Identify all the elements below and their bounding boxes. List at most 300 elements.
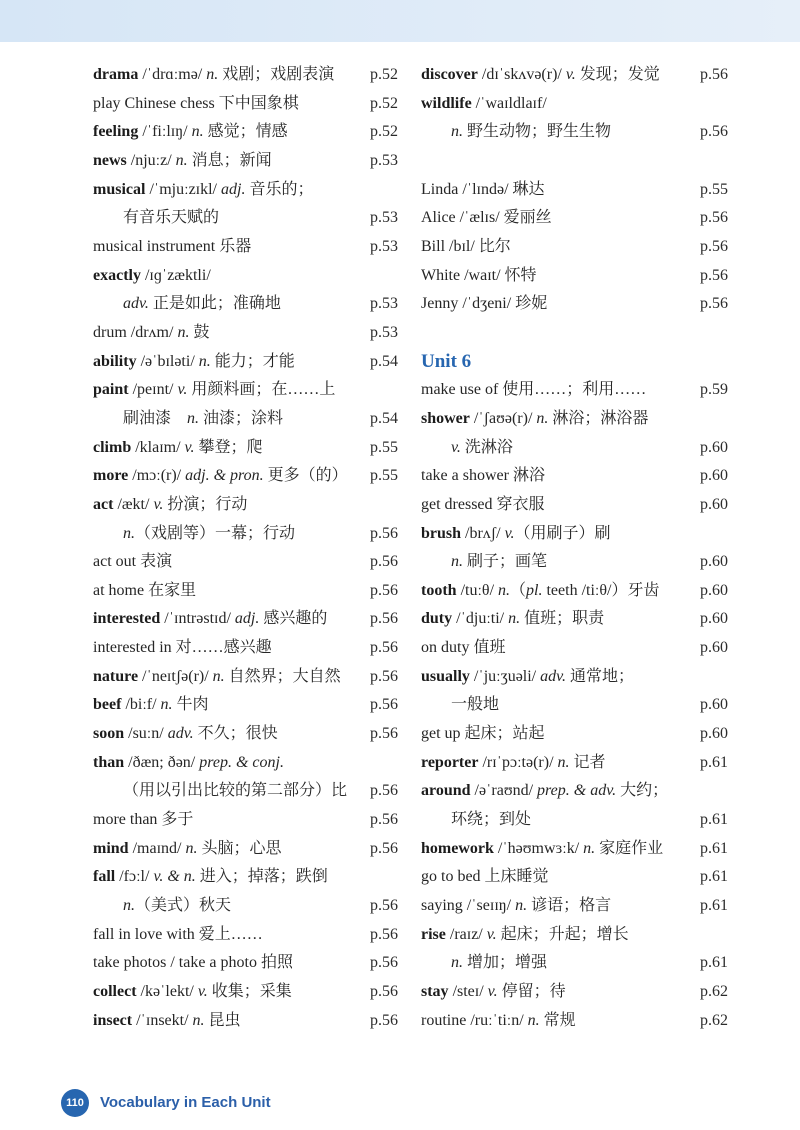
entry-text: more than 多于 xyxy=(93,811,194,829)
entry-text-run xyxy=(93,123,288,140)
entry-text-run xyxy=(421,295,547,312)
entry-line xyxy=(93,806,398,835)
vocab-entry xyxy=(93,319,398,348)
entry-text-run xyxy=(421,639,505,656)
entry-text-run xyxy=(421,410,648,427)
entry-text-run xyxy=(93,152,272,169)
entry-text: /mɔː(r)/ xyxy=(128,467,186,485)
headword: usually xyxy=(421,667,470,685)
vocab-entry xyxy=(93,663,398,692)
entry-text-run xyxy=(93,467,348,484)
entry-text-run xyxy=(421,983,566,1000)
entry-text-run xyxy=(451,123,611,140)
entry-text: 攀登；爬 xyxy=(194,438,263,456)
headword: mind xyxy=(93,839,129,857)
vocab-entry xyxy=(93,978,398,1007)
page-reference: p.56 xyxy=(370,553,398,571)
entry-text-run xyxy=(421,926,629,943)
page-reference: p.52 xyxy=(370,66,398,83)
vocab-entry xyxy=(421,720,728,749)
part-of-speech: n. xyxy=(557,753,570,771)
vocab-entry xyxy=(421,520,728,577)
page-reference: p.61 xyxy=(700,868,728,886)
entry-line xyxy=(421,921,728,950)
entry-text: White /waɪt/ 怀特 xyxy=(421,266,537,284)
page-reference: p.56 xyxy=(370,725,398,743)
entry-text: saying /ˈseɪɪŋ/ xyxy=(421,897,516,915)
part-of-speech: n. xyxy=(451,954,463,972)
page-reference: p.56 xyxy=(370,925,398,943)
page-reference: p.52 xyxy=(370,123,398,141)
entry-text: /ˈneɪtʃə(r)/ xyxy=(138,667,213,685)
entry-line xyxy=(93,61,398,90)
entry-text: /dɪˈskʌvə(r)/ xyxy=(477,66,566,83)
entry-text-run xyxy=(93,840,281,857)
entry-text: /ɪɡˈzæktli/ xyxy=(140,266,211,284)
page-reference: p.56 xyxy=(700,295,728,313)
entry-text: take photos / take a photo 拍照 xyxy=(93,954,293,972)
vocab-entry xyxy=(421,577,728,606)
entry-line xyxy=(421,204,728,233)
entry-text: /peɪnt/ xyxy=(128,381,178,399)
entry-text-run xyxy=(93,926,263,943)
entry-text: /steɪ/ xyxy=(448,983,488,1000)
part-of-speech: n. xyxy=(198,352,211,370)
part-of-speech: n. xyxy=(451,553,463,571)
entry-text-run xyxy=(93,1012,241,1029)
entry-text-run xyxy=(93,725,278,742)
entry-text-run xyxy=(123,897,231,914)
entry-line xyxy=(93,118,398,147)
page-reference: p.56 xyxy=(700,66,728,83)
vocab-entry xyxy=(93,90,398,119)
vocab-entry xyxy=(93,348,398,377)
part-of-speech: n. xyxy=(191,123,204,141)
part-of-speech: n. xyxy=(508,610,521,628)
part-of-speech: n. xyxy=(515,897,528,915)
entry-text: 能力；才能 xyxy=(210,352,295,370)
entry-text: /ækt/ xyxy=(113,495,154,513)
entry-text: 野生动物；野生生物 xyxy=(463,123,612,141)
entry-line xyxy=(93,262,398,291)
entry-text-run xyxy=(93,439,262,456)
entry-text-run xyxy=(451,439,513,456)
headword: feeling xyxy=(93,123,139,141)
entry-text-run xyxy=(93,553,172,570)
entry-line xyxy=(93,835,398,864)
vocab-entry xyxy=(93,691,398,720)
entry-text-run xyxy=(451,954,547,971)
entry-continuation-line xyxy=(93,892,398,921)
entry-text: /ˈdjuːti/ xyxy=(452,610,509,628)
entry-text-run xyxy=(421,66,660,83)
entry-text: 刷子；画笔 xyxy=(463,553,548,571)
page-reference: p.54 xyxy=(370,409,398,427)
part-of-speech: n. xyxy=(123,524,135,542)
entry-line xyxy=(421,749,728,778)
entry-text: 淋浴；淋浴器 xyxy=(548,409,649,427)
page-reference: p.53 xyxy=(370,151,398,169)
entry-line xyxy=(421,376,728,405)
page-reference: p.60 xyxy=(700,639,728,657)
entry-continuation-line xyxy=(93,520,398,549)
headword: than xyxy=(93,753,125,771)
entry-text: 常规 xyxy=(539,1011,576,1029)
entry-text: Linda /ˈlɪndə/ 琳达 xyxy=(421,180,545,198)
part-of-speech: prep. & adv. xyxy=(537,782,617,800)
page-reference: p.56 xyxy=(370,610,398,628)
entry-text: teeth /tiːθ/）牙齿 xyxy=(542,581,660,599)
entry-text-run xyxy=(93,95,299,112)
entry-line xyxy=(421,605,728,634)
entry-text: 刷油漆 xyxy=(123,409,188,427)
entry-text: interested in 对……感兴趣 xyxy=(93,639,272,657)
entry-text-run xyxy=(93,954,293,971)
entry-text: /ˈɪnsekt/ xyxy=(132,1011,193,1029)
headword: brush xyxy=(421,524,462,542)
part-of-speech: n. xyxy=(212,667,225,685)
entry-text: （美式）秋天 xyxy=(135,897,232,915)
entry-line xyxy=(93,605,398,634)
entry-line xyxy=(421,863,728,892)
entry-text: /ðæn; ðən/ xyxy=(124,753,200,771)
entry-text: 用颜料画；在……上 xyxy=(187,381,336,399)
entry-text: 戏剧；戏剧表演 xyxy=(218,66,335,83)
headword: paint xyxy=(93,381,129,399)
entry-line xyxy=(93,348,398,377)
entry-text: 大约； xyxy=(616,782,669,800)
part-of-speech: adj. & pron. xyxy=(185,467,264,485)
headword: wildlife xyxy=(421,94,472,112)
vocab-entry xyxy=(93,605,398,634)
entry-text-run xyxy=(93,582,196,599)
entry-text-run xyxy=(451,696,499,713)
entry-text: on duty 值班 xyxy=(421,639,506,657)
vocab-entry xyxy=(421,835,728,864)
entry-text-run xyxy=(93,696,209,713)
entry-text: /suːn/ xyxy=(124,725,168,743)
page-reference: p.60 xyxy=(700,438,728,456)
entry-text: take a shower 淋浴 xyxy=(421,467,545,485)
part-of-speech: v. xyxy=(153,495,164,513)
entry-text: 自然界；大自然 xyxy=(224,667,341,685)
page-reference: p.59 xyxy=(700,381,728,399)
entry-text: 牛肉 xyxy=(172,696,209,714)
entry-text: /rɪˈpɔːtə(r)/ xyxy=(478,753,558,771)
vocab-entry xyxy=(93,749,398,806)
headword: discover xyxy=(421,66,478,83)
vocab-entry xyxy=(421,233,728,262)
part-of-speech: n. xyxy=(536,409,549,427)
entry-text-run xyxy=(93,811,193,828)
entry-line xyxy=(93,90,398,119)
headword: fall xyxy=(93,868,116,886)
entry-text: /ˈmjuːzɪkl/ xyxy=(145,180,221,198)
headword: ability xyxy=(93,352,137,370)
vocab-entry xyxy=(93,434,398,463)
headword: drama xyxy=(93,66,139,83)
entry-text: 一般地 xyxy=(451,696,500,714)
entry-line xyxy=(93,663,398,692)
vocab-entry xyxy=(93,577,398,606)
vocab-entry xyxy=(93,118,398,147)
entry-text: Bill /bɪl/ 比尔 xyxy=(421,237,511,255)
headword: soon xyxy=(93,725,125,743)
entry-line xyxy=(421,290,728,319)
part-of-speech: n. xyxy=(527,1011,540,1029)
blank-line xyxy=(421,147,728,176)
entry-text-run xyxy=(421,782,668,799)
header-band xyxy=(0,0,800,42)
entry-text: 油漆；涂料 xyxy=(199,409,284,427)
entry-line xyxy=(421,520,728,549)
entry-text: 收集；采集 xyxy=(207,983,292,1000)
entry-text: get up 起床；站起 xyxy=(421,725,545,743)
part-of-speech: n. xyxy=(187,409,200,427)
entry-line xyxy=(421,1007,728,1036)
entry-text: 谚语；格言 xyxy=(527,897,612,915)
entry-text: /njuːz/ xyxy=(126,151,176,169)
entry-line xyxy=(421,978,728,1007)
entry-line xyxy=(93,319,398,348)
entry-line xyxy=(93,921,398,950)
part-of-speech: n. xyxy=(583,839,596,857)
part-of-speech: adv. xyxy=(540,667,567,685)
entry-text-run xyxy=(123,410,283,427)
entry-text-run xyxy=(421,582,659,599)
entry-line xyxy=(421,892,728,921)
page-reference: p.55 xyxy=(370,467,398,485)
entry-text: act out 表演 xyxy=(93,553,173,571)
entry-text-run xyxy=(421,840,663,857)
entry-text: （用刷子）刷 xyxy=(514,524,611,542)
unit-heading: Unit 6 xyxy=(421,350,472,372)
vocab-entry xyxy=(421,605,728,634)
page-reference: p.62 xyxy=(700,1011,728,1029)
entry-continuation-line xyxy=(421,548,728,577)
part-of-speech: v. xyxy=(197,983,208,1000)
page-reference: p.60 xyxy=(700,495,728,513)
entry-text: /klaɪm/ xyxy=(131,438,185,456)
entry-text-run xyxy=(93,353,295,370)
entry-text: 增加；增强 xyxy=(463,954,548,972)
entry-text-run xyxy=(93,668,341,685)
section-title: Vocabulary in Each Unit xyxy=(100,1094,271,1111)
entry-text: at home 在家里 xyxy=(93,581,197,599)
part-of-speech: v. xyxy=(487,983,498,1000)
entry-text: /ˈwaɪldlaɪf/ xyxy=(471,94,547,112)
vocab-entry xyxy=(93,1007,398,1036)
entry-text-run xyxy=(93,267,211,284)
page-reference: p.56 xyxy=(370,897,398,915)
vocab-entry xyxy=(93,634,398,663)
page-reference: p.56 xyxy=(370,983,398,1000)
entry-text: /brʌʃ/ xyxy=(461,524,505,542)
entry-line xyxy=(93,434,398,463)
entry-text-run xyxy=(93,66,334,83)
page-reference: p.54 xyxy=(370,352,398,370)
blank-line xyxy=(421,319,728,348)
entry-text-run xyxy=(421,754,606,771)
entry-text-run xyxy=(123,295,281,312)
entry-text: 通常地； xyxy=(566,667,635,685)
page-reference: p.61 xyxy=(700,897,728,915)
entry-text: 扮演；行动 xyxy=(163,495,248,513)
entry-line xyxy=(93,978,398,1007)
vocab-entry xyxy=(421,634,728,663)
page-reference: p.61 xyxy=(700,753,728,771)
entry-text: go to bed 上床睡觉 xyxy=(421,868,549,886)
entry-text-run xyxy=(93,639,272,656)
page-reference: p.56 xyxy=(370,581,398,599)
vocab-entry xyxy=(93,921,398,950)
part-of-speech: n. xyxy=(123,897,135,915)
entry-line xyxy=(421,462,728,491)
vocab-entry xyxy=(421,61,728,90)
entry-text-run xyxy=(421,496,545,513)
entry-text: /ˈjuːʒuəli/ xyxy=(469,667,541,685)
part-of-speech: v. xyxy=(504,524,515,542)
entry-line xyxy=(421,720,728,749)
entry-text: Jenny /ˈdʒeni/ 珍妮 xyxy=(421,295,548,313)
entry-text: /ˈfiːlɪŋ/ xyxy=(138,123,192,141)
vocab-entry xyxy=(93,262,398,319)
vocab-entry xyxy=(93,462,398,491)
vocab-entry xyxy=(93,491,398,548)
entry-text-run xyxy=(93,238,251,255)
entry-line xyxy=(421,491,728,520)
vocab-entry xyxy=(421,777,728,834)
entry-text: （ xyxy=(510,581,527,599)
entry-text: 停留；待 xyxy=(497,983,566,1000)
entry-text: /tuːθ/ xyxy=(456,581,499,599)
page-reference: p.60 xyxy=(700,610,728,628)
entry-continuation-line xyxy=(93,777,398,806)
headword: tooth xyxy=(421,581,457,599)
entry-continuation-line xyxy=(93,204,398,233)
entry-text: /ˈdrɑːmə/ xyxy=(138,66,207,83)
entry-text: make use of 使用……；利用…… xyxy=(421,381,647,399)
entry-text-run xyxy=(93,610,327,627)
entry-text: drum /drʌm/ xyxy=(93,323,178,341)
entry-line xyxy=(421,663,728,692)
entry-text: 头脑；心思 xyxy=(197,839,282,857)
page-reference: p.56 xyxy=(700,237,728,255)
entry-line xyxy=(93,691,398,720)
entry-text: 更多（的） xyxy=(263,467,348,485)
entry-text-run xyxy=(421,467,545,484)
page-reference: p.60 xyxy=(700,696,728,714)
entry-text: Alice /ˈælɪs/ 爱丽丝 xyxy=(421,209,552,227)
headword: beef xyxy=(93,696,122,714)
part-of-speech: prep. & conj. xyxy=(199,753,284,771)
entry-text-run xyxy=(123,782,347,799)
page-reference: p.56 xyxy=(370,811,398,829)
page-reference: p.56 xyxy=(370,667,398,685)
entry-continuation-line xyxy=(421,691,728,720)
headword: insect xyxy=(93,1011,133,1029)
vocab-entry xyxy=(93,806,398,835)
entry-line xyxy=(93,491,398,520)
entry-line xyxy=(421,577,728,606)
entry-text: 起床；升起；增长 xyxy=(496,925,629,943)
vocab-entry xyxy=(93,376,398,433)
entry-text-run xyxy=(421,668,634,685)
vocab-entry xyxy=(421,863,728,892)
page-reference: p.56 xyxy=(370,524,398,542)
part-of-speech: n. xyxy=(177,323,190,341)
part-of-speech: n. xyxy=(160,696,173,714)
entry-line xyxy=(421,835,728,864)
entry-text: 昆虫 xyxy=(204,1011,241,1029)
entry-text-run xyxy=(421,725,545,742)
entry-line xyxy=(421,634,728,663)
headword: climb xyxy=(93,438,132,456)
entry-line xyxy=(93,233,398,262)
entry-continuation-line xyxy=(421,949,728,978)
entry-line xyxy=(93,1007,398,1036)
page-reference: p.60 xyxy=(700,553,728,571)
entry-line xyxy=(93,749,398,778)
entry-text: 不久；很快 xyxy=(193,725,278,743)
entry-text-run xyxy=(93,496,247,513)
part-of-speech: adv. xyxy=(167,725,194,743)
page-reference: p.56 xyxy=(700,209,728,227)
entry-text: 音乐的； xyxy=(245,180,314,198)
part-of-speech: v. xyxy=(184,438,195,456)
entry-text-run xyxy=(421,868,549,885)
entry-line xyxy=(421,262,728,291)
part-of-speech: adv. xyxy=(123,295,149,313)
entry-line xyxy=(93,376,398,405)
entry-text-run xyxy=(421,209,552,226)
vocab-entry xyxy=(93,176,398,233)
page-reference: p.61 xyxy=(700,839,728,857)
entry-text: /fɔːl/ xyxy=(115,868,154,886)
entry-text: 消息；新闻 xyxy=(187,151,272,169)
headword: duty xyxy=(421,610,453,628)
entry-text-run xyxy=(93,983,292,1000)
vocab-entry xyxy=(421,749,728,778)
entry-text-run xyxy=(421,381,646,398)
page-reference: p.53 xyxy=(370,323,398,341)
page-reference: p.56 xyxy=(370,954,398,972)
headword: act xyxy=(93,495,114,513)
entry-line xyxy=(93,176,398,205)
vocab-entry xyxy=(421,204,728,233)
page-reference: p.55 xyxy=(700,180,728,198)
page-reference: p.56 xyxy=(370,1011,398,1029)
entry-text: 有音乐天赋的 xyxy=(123,209,220,227)
vocab-entry xyxy=(421,262,728,291)
vocab-entry xyxy=(93,720,398,749)
entry-text-run xyxy=(421,181,545,198)
vocab-entry xyxy=(421,491,728,520)
vocab-entry xyxy=(421,176,728,205)
page-reference: p.52 xyxy=(370,94,398,112)
vocab-entry xyxy=(421,892,728,921)
vocab-entry xyxy=(421,405,728,462)
entry-text-run xyxy=(123,525,295,542)
entry-line xyxy=(93,949,398,978)
page-reference: p.53 xyxy=(370,295,398,313)
page-reference: p.55 xyxy=(370,438,398,456)
headword: reporter xyxy=(421,753,479,771)
page-reference: p.56 xyxy=(700,123,728,141)
entry-text: /biːf/ xyxy=(121,696,161,714)
vocab-entry xyxy=(93,835,398,864)
vocab-entry xyxy=(93,949,398,978)
